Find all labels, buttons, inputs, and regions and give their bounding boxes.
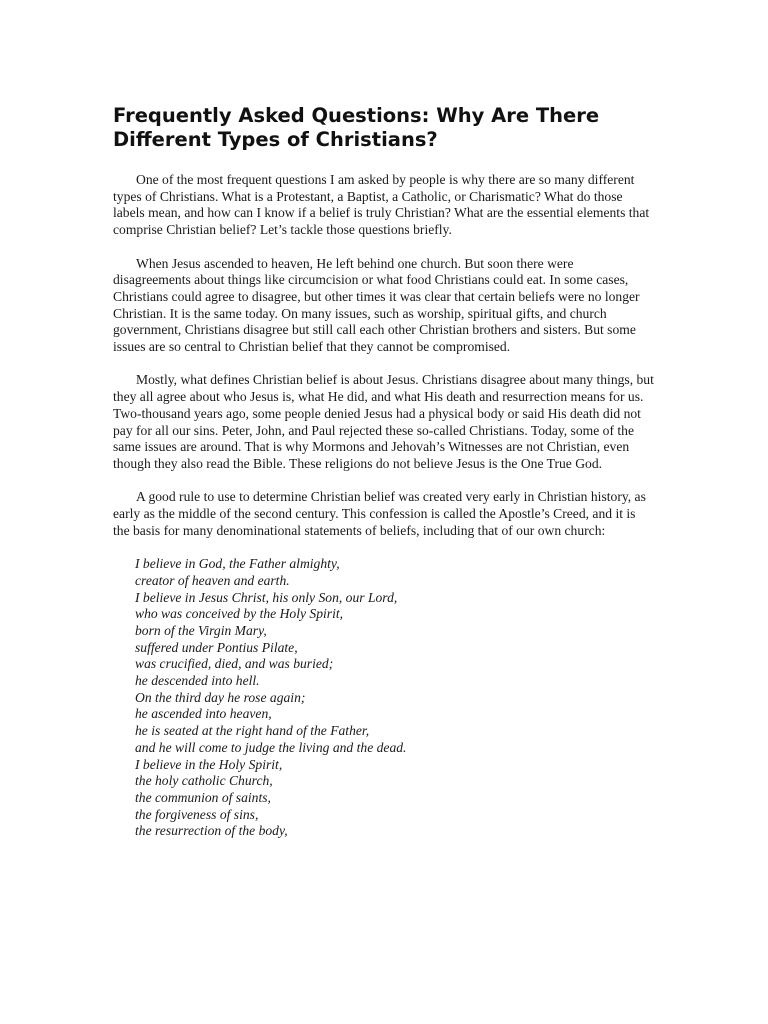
paragraph-history: When Jesus ascended to heaven, He left behind one church. But soon there were disagreements about things like circumcision or what food Christians could eat. In some cases, Christians could agree to disagree, but other times it was clear that certain beliefs were no longer Christian. It is the same today. On many issues, such as worship, spiritual gifts, and church government, Christians disagree but still call each other Christian brothers and sisters. But some issues are so central to Christian belief that they cannot be compromised. — [113, 255, 640, 355]
document-body — [113, 172, 654, 840]
creed-line: creator of heaven and earth. — [135, 572, 290, 588]
paragraph-jesus: Mostly, what defines Christian belief is about Jesus. Christians disagree about many things, but they all agree about who Jesus is, what He did, and what His death and resurrection means for us. Two-thousand years ago, some people denied Jesus had a physical body or said His death did not pay for all our sins. Peter, John, and Paul rejected these so-called Christians. Today, some of the same issues are around. That is why Mormons and Jehovah’s Witnesses are not Christian, even though they also read the Bible. These religions do not believe Jesus is the One True God. — [113, 372, 654, 471]
creed-line: the communion of saints, — [135, 789, 271, 805]
creed-line: he descended into hell. — [135, 673, 260, 689]
creed-line: and he will come to judge the living and the dead. — [135, 739, 407, 755]
creed-line: I believe in Jesus Christ, his only Son, our Lord, — [135, 589, 398, 605]
creed-line: I believe in the Holy Spirit, — [135, 756, 283, 772]
document-title: Frequently Asked Questions: Why Are There Different Types of Christians? — [113, 104, 600, 151]
creed-line: On the third day he rose again; — [135, 689, 306, 705]
creed-line: he is seated at the right hand of the Father, — [135, 723, 370, 739]
creed-line: born of the Virgin Mary, — [135, 622, 267, 638]
paragraph-intro: One of the most frequent questions I am asked by people is why there are so many different types of Christians. What is a Protestant, a Baptist, a Catholic, or Charismatic? What do those labels mean, and how can I know if a belief is truly Christian? What are the essential elements that comprise Christian belief? Let’s tackle those questions briefly. — [113, 172, 650, 238]
creed-line: suffered under Pontius Pilate, — [135, 639, 298, 655]
apostles-creed — [135, 556, 654, 840]
creed-line: I believe in God, the Father almighty, — [135, 556, 340, 572]
creed-line: the resurrection of the body, — [135, 823, 288, 839]
creed-line: was crucified, died, and was buried; — [135, 656, 334, 672]
creed-line: he ascended into heaven, — [135, 706, 272, 722]
paragraph-creed-intro: A good rule to use to determine Christian belief was created very early in Christian history, as early as the middle of the second century. This confession is called the Apostle’s Creed, and it is the basis for many denominational statements of beliefs, including that of our own church: — [113, 489, 646, 538]
creed-line: the forgiveness of sins, — [135, 806, 259, 822]
creed-line: who was conceived by the Holy Spirit, — [135, 606, 344, 622]
creed-line: the holy catholic Church, — [135, 773, 273, 789]
